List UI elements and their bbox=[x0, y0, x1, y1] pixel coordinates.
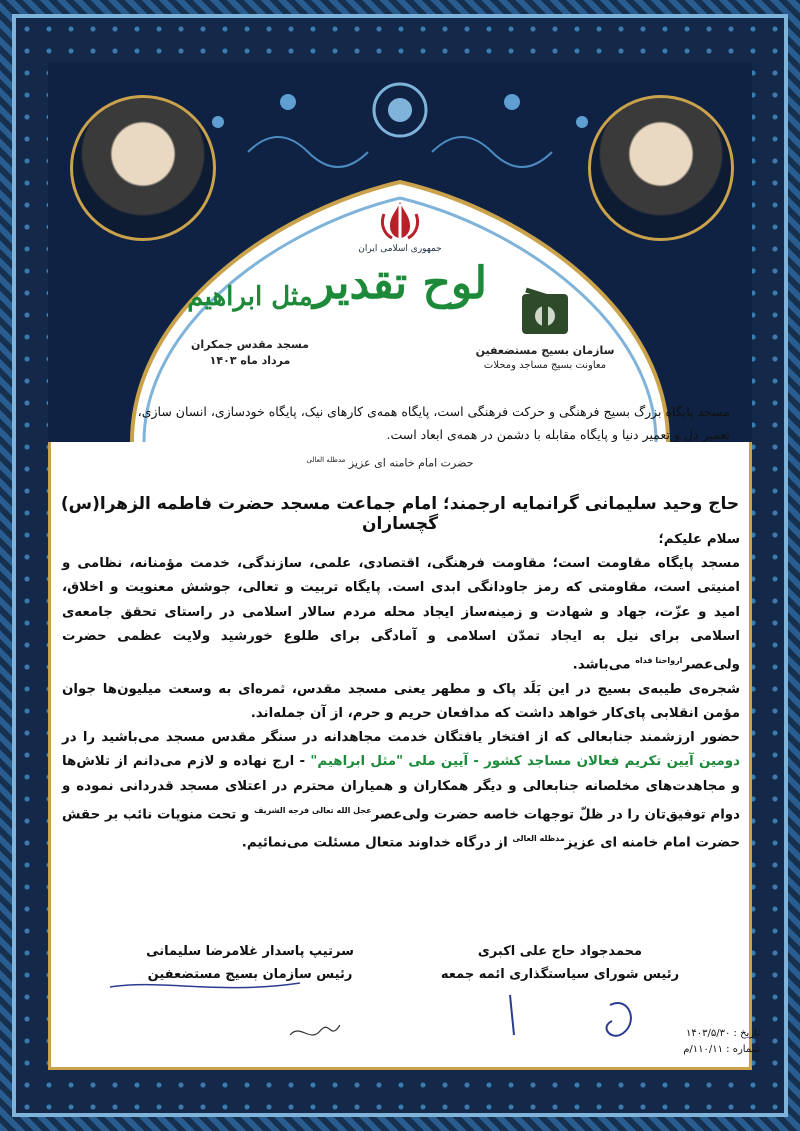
body-paragraph bbox=[62, 552, 740, 677]
slogan-logo: مثل ابراهیم bbox=[187, 282, 313, 312]
quote-source-name: حضرت امام خامنه ای عزیز bbox=[348, 456, 474, 470]
quote bbox=[70, 400, 730, 446]
signer-title: رئیس سازمان بسیج مستضعفین bbox=[147, 967, 353, 982]
honorific: ارواحنا فداه bbox=[635, 656, 683, 666]
greeting: سلام علیکم؛ bbox=[658, 532, 740, 547]
signer-title: رئیس شورای سیاستگذاری ائمه جمعه bbox=[440, 967, 680, 982]
body-paragraph: شجره‌ی طیبه‌ی بسیج در این بَلَد پاک و مطهر یعنی مسجد مقدس، ثمره‌ای به وسعت میلیون‌ها جوان مؤمن انقلابی پای‌کار خواهد داشت که مدافعان حریم و حرم، از آن جمله‌اند. bbox=[62, 681, 740, 721]
org-name: سازمان بسیج مستضعفین bbox=[475, 344, 615, 357]
signature-scribble-left bbox=[100, 975, 340, 1055]
certificate-body bbox=[62, 528, 740, 856]
honorific: عجل الله تعالی فرجه الشریف bbox=[254, 805, 372, 815]
mosque-name: مسجد مقدس جمکران bbox=[191, 338, 309, 351]
body-text: مسجد پایگاه مقاومت است؛ مقاومت فرهنگی، اقتصادی، علمی، سازندگی، خدمت مؤمنانه، نظامی و امنیتی است، مقاومتی که رمز جاودانگی ابدی است. پایگاه تربیت و تعالی، جوشش معنویت و اخلاق، امید و عزّت، جهاد و شهادت و زمینه‌ساز ایجاد محله مردم سالار اسلامی در راستای تحقق جامعه‌ی اسلامی برای نیل به ایجاد تمدّن اسلامی و آمادگی برای طلوع خورشید ولایت عظمی حضرت ولی‌عصر bbox=[62, 556, 740, 673]
basij-logo-icon bbox=[518, 280, 572, 340]
page-title: لوح تقدیر bbox=[313, 258, 487, 309]
body-text: - ارج نهاده و لازم می‌دانم از تلاش‌ها و مجاهدت‌های مخلصانه جنابعالی و دیگر همکاران و همیاران محترم در اعتلای مسجد قدردانی نموده و دوام توفیق‌تان را در ظلّ توجهات خاصه حضرت ولی‌عصر bbox=[62, 754, 740, 823]
body-text: از درگاه خداوند متعال مسئلت می‌نمائیم. bbox=[241, 835, 513, 851]
iran-emblem-icon bbox=[376, 198, 424, 242]
org-subtitle: معاونت بسیج مساجد ومحلات bbox=[483, 360, 607, 371]
body-text: حضور ارزشمند جنابعالی که از افتخار یافتگان خدمت مجاهدانه در سنگر مقدس مسجد می‌باشید را در bbox=[62, 730, 740, 746]
document-date: تاریخ : ۱۴۰۳/۵/۳۰ bbox=[686, 1028, 760, 1039]
event-name: دومین آیین تکریم فعالان مساجد کشور - آیین ملی "مثل ابراهیم" bbox=[310, 754, 740, 770]
honorific: مدظله العالی bbox=[512, 834, 565, 844]
portrait-left bbox=[70, 95, 216, 241]
portrait-right bbox=[588, 95, 734, 241]
document-meta bbox=[650, 1026, 760, 1058]
body-paragraph bbox=[62, 726, 740, 856]
quote-source-suffix: مدظله العالی bbox=[306, 456, 346, 464]
quote-line: مسجد پایگاه بزرگ بسیج فرهنگی و حرکت فرهنگی است، پایگاه همه‌ی کارهای نیک، پایگاه خودسازی، انسان سازی، bbox=[137, 404, 730, 419]
recipient-line: حاج وحید سلیمانی گرانمایه ارجمند؛ امام جماعت مسجد حضرت فاطمه الزهرا(س) گچساران bbox=[60, 494, 740, 534]
signer-name: سرتیپ پاسدار غلامرضا سلیمانی bbox=[146, 944, 354, 959]
signer-name: محمدجواد حاج علی اکبری bbox=[477, 944, 643, 959]
quote-line: تعمیر دل و تعمیر دنیا و پایگاه مقابله با دشمن در همه‌ی ابعاد است. bbox=[386, 427, 730, 442]
body-text: و تحت منویات نائب بر حقش حضرت امام خامنه ای عزیز bbox=[62, 807, 740, 851]
document-number: شماره : ۱۱۰/۱۱/م bbox=[683, 1044, 760, 1055]
emblem-caption: جمهوری اسلامی ایران bbox=[358, 244, 442, 254]
mosque-date: مرداد ماه ۱۴۰۳ bbox=[209, 354, 291, 367]
signature-scribble-right bbox=[500, 985, 660, 1045]
quote-source bbox=[260, 456, 520, 470]
signature-right bbox=[430, 944, 690, 982]
body-text: می‌باشد. bbox=[572, 657, 636, 673]
